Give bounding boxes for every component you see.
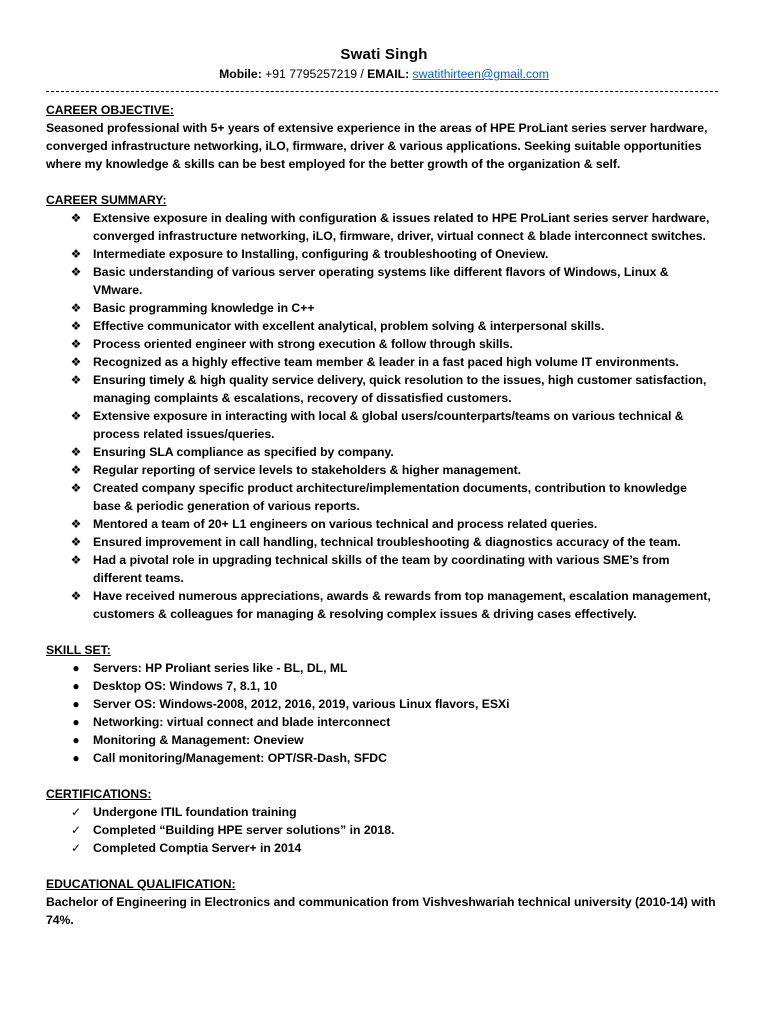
list-item [46, 299, 718, 317]
email-link[interactable]: swatithirteen@gmail.com [412, 67, 549, 81]
mobile-value: +91 7795257219 [265, 67, 357, 81]
contact-line [0, 67, 768, 81]
check-mark-icon: ✓ [70, 841, 82, 855]
list-item [46, 821, 718, 839]
education-text: Bachelor of Engineering in Electronics and communication from Vishveshwariah technical university (2010-14) with 74%. [46, 895, 716, 927]
diamond-bullet-icon: ❖ [70, 517, 82, 531]
diamond-bullet-icon: ❖ [70, 319, 82, 333]
list-item-text: Ensuring timely & high quality service delivery, quick resolution to the issues, high customer satisfaction, managing complaints & escalations, recovery of dissatisfied customers. [93, 373, 707, 405]
list-item [46, 695, 718, 713]
list-item-text: Ensured improvement in call handling, technical troubleshooting & diagnostics accuracy of the team. [93, 535, 681, 549]
round-bullet-icon: ● [72, 733, 80, 747]
round-bullet-icon: ● [72, 661, 80, 675]
list-item-text: Basic programming knowledge in C++ [93, 301, 315, 315]
candidate-name: Swati Singh [340, 46, 428, 63]
list-item [46, 803, 718, 821]
check-mark-icon: ✓ [70, 823, 82, 837]
career-objective-section [46, 101, 718, 173]
diamond-bullet-icon: ❖ [70, 463, 82, 477]
list-item [46, 443, 718, 461]
diamond-bullet-icon: ❖ [70, 553, 82, 567]
certifications-heading: CERTIFICATIONS: [46, 787, 152, 801]
education-heading: EDUCATIONAL QUALIFICATION: [46, 877, 236, 891]
list-item [46, 533, 718, 551]
mobile-label: Mobile: [219, 67, 262, 81]
list-item-text: Call monitoring/Management: OPT/SR-Dash, SFDC [93, 751, 387, 765]
career-summary-heading: CAREER SUMMARY: [46, 193, 167, 207]
diamond-bullet-icon: ❖ [70, 481, 82, 495]
list-item-text: Process oriented engineer with strong execution & follow through skills. [93, 337, 513, 351]
diamond-bullet-icon: ❖ [70, 373, 82, 387]
list-item [46, 713, 718, 731]
list-item-text: Server OS: Windows-2008, 2012, 2016, 2019, various Linux flavors, ESXi [93, 697, 510, 711]
list-item [46, 515, 718, 533]
skill-set-list [46, 659, 718, 767]
list-item [46, 479, 718, 515]
career-summary-section [46, 191, 718, 623]
list-item-text: Extensive exposure in interacting with local & global users/counterparts/teams on various technical & process related issues/queries. [93, 409, 684, 441]
contact-separator: / [360, 67, 364, 81]
diamond-bullet-icon: ❖ [70, 445, 82, 459]
list-item-text: Ensuring SLA compliance as specified by company. [93, 445, 394, 459]
skill-set-section [46, 641, 718, 767]
list-item [46, 353, 718, 371]
diamond-bullet-icon: ❖ [70, 211, 82, 225]
education-section [46, 875, 718, 929]
list-item [46, 731, 718, 749]
list-item [46, 371, 718, 407]
diamond-bullet-icon: ❖ [70, 337, 82, 351]
career-summary-list [46, 209, 718, 623]
list-item-text: Undergone ITIL foundation training [93, 805, 297, 819]
list-item-text: Mentored a team of 20+ L1 engineers on various technical and process related queries. [93, 517, 598, 531]
list-item-text: Regular reporting of service levels to stakeholders & higher management. [93, 463, 522, 477]
round-bullet-icon: ● [72, 697, 80, 711]
list-item [46, 335, 718, 353]
diamond-bullet-icon: ❖ [70, 265, 82, 279]
diamond-bullet-icon: ❖ [70, 409, 82, 423]
round-bullet-icon: ● [72, 715, 80, 729]
list-item [46, 839, 718, 857]
list-item-text: Intermediate exposure to Installing, configuring & troubleshooting of Oneview. [93, 247, 549, 261]
certifications-list [46, 803, 718, 857]
list-item-text: Desktop OS: Windows 7, 8.1, 10 [93, 679, 278, 693]
list-item [46, 245, 718, 263]
diamond-bullet-icon: ❖ [70, 301, 82, 315]
list-item [46, 677, 718, 695]
list-item-text: Recognized as a highly effective team member & leader in a fast paced high volume IT environments. [93, 355, 679, 369]
list-item-text: Effective communicator with excellent analytical, problem solving & interpersonal skills. [93, 319, 605, 333]
list-item-text: Had a pivotal role in upgrading technical skills of the team by coordinating with various SME’s from different teams. [93, 553, 670, 585]
diamond-bullet-icon: ❖ [70, 535, 82, 549]
header-divider [46, 91, 718, 92]
list-item [46, 317, 718, 335]
list-item-text: Have received numerous appreciations, awards & rewards from top management, escalation management, customers & colleagues for managing & resolving complex issues & driving cases effectively. [93, 589, 711, 621]
diamond-bullet-icon: ❖ [70, 355, 82, 369]
list-item-text: Extensive exposure in dealing with configuration & issues related to HPE ProLiant series server hardware, converged infrastructure networking, iLO, firmware, driver, virtual connect & blade interconnect switches. [93, 211, 710, 243]
list-item-text: Basic understanding of various server operating systems like different flavors of Windows, Linux & VMware. [93, 265, 669, 297]
list-item-text: Completed Comptia Server+ in 2014 [93, 841, 302, 855]
career-objective-text: Seasoned professional with 5+ years of extensive experience in the areas of HPE ProLiant series server hardware, converged infrastructure networking, iLO, firmware, driver & various applications. Seeking suitable opportunities where my knowledge & skills can be best employed for the better growth of the organization & self. [46, 121, 708, 171]
round-bullet-icon: ● [72, 679, 80, 693]
diamond-bullet-icon: ❖ [70, 589, 82, 603]
round-bullet-icon: ● [72, 751, 80, 765]
diamond-bullet-icon: ❖ [70, 247, 82, 261]
list-item [46, 551, 718, 587]
email-label: EMAIL: [367, 67, 410, 81]
list-item-text: Monitoring & Management: Oneview [93, 733, 304, 747]
list-item [46, 749, 718, 767]
list-item-text: Completed “Building HPE server solutions” in 2018. [93, 823, 395, 837]
list-item-text: Networking: virtual connect and blade interconnect [93, 715, 391, 729]
list-item-text: Servers: HP Proliant series like - BL, DL, ML [93, 661, 348, 675]
list-item [46, 263, 718, 299]
certifications-section [46, 785, 718, 857]
resume-body [46, 101, 718, 947]
career-objective-heading: CAREER OBJECTIVE: [46, 103, 174, 117]
list-item [46, 209, 718, 245]
list-item-text: Created company specific product architecture/implementation documents, contribution to knowledge base & periodic generation of various reports. [93, 481, 687, 513]
list-item [46, 461, 718, 479]
skill-set-heading: SKILL SET: [46, 643, 111, 657]
check-mark-icon: ✓ [70, 805, 82, 819]
list-item [46, 659, 718, 677]
list-item [46, 587, 718, 623]
list-item [46, 407, 718, 443]
